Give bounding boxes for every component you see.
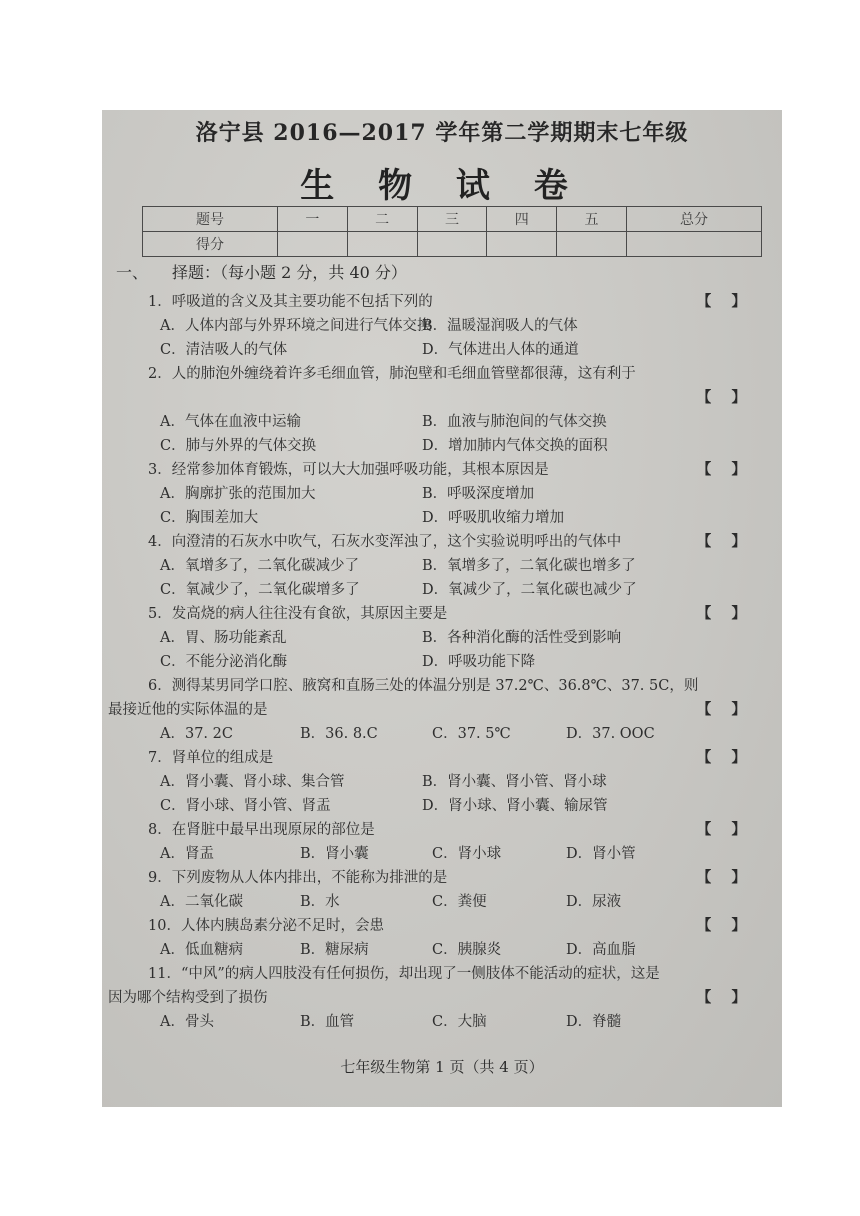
option-text: A．肾盂 [160, 846, 214, 862]
option-text: B．糖尿病 [300, 942, 369, 958]
option-text: C．氧减少了，二氧化碳增多了 [160, 582, 360, 598]
option-row [160, 794, 782, 818]
section-number: 一、 [116, 263, 149, 282]
option-row [160, 314, 782, 338]
option-text: C．胰腺炎 [432, 942, 502, 958]
section-title: 择题：（每小题 2 分，共 40 分） [172, 263, 407, 282]
question-item [102, 290, 782, 362]
question-stem-line: 9．下列废物从人体内排出，不能称为排泄的是 [148, 870, 448, 886]
score-table-cell: 题号 [143, 207, 278, 232]
score-table-cell [417, 232, 487, 257]
question-stem-line: 因为哪个结构受到了损伤 [108, 990, 268, 1006]
answer-bracket: 【 】 [696, 701, 746, 718]
option-row [160, 410, 782, 434]
option-text: C．清洁吸人的气体 [160, 342, 288, 358]
page-footer: 七年级生物第 1 页（共 4 页） [340, 1058, 544, 1076]
option-text: B．血管 [300, 1014, 355, 1030]
answer-bracket: 【 】 [696, 533, 746, 550]
option-group [102, 890, 782, 914]
question-stem-line: 3．经常参加体育锻炼，可以大大加强呼吸功能，其根本原因是 [148, 462, 549, 478]
question-item [102, 818, 782, 866]
option-row [160, 1010, 782, 1034]
question-item [102, 866, 782, 914]
question-stem [102, 362, 782, 410]
question-stem-line: 10．人体内胰岛素分泌不足时，会患 [148, 918, 384, 934]
question-stem-line: 11．“中风”的病人四肢没有任何损伤，却出现了一侧肢体不能活动的症状，这是 [148, 966, 660, 982]
score-table-cell: 二 [347, 207, 417, 232]
option-text: C．肺与外界的气体交换 [160, 438, 317, 454]
answer-bracket: 【 】 [696, 989, 746, 1006]
option-text: C．不能分泌消化酶 [160, 654, 288, 670]
option-row [160, 626, 782, 650]
question-stem [102, 458, 782, 482]
question-stem [102, 674, 782, 722]
score-table-row [143, 232, 762, 257]
question-stem [102, 602, 782, 626]
question-stem [102, 818, 782, 842]
question-stem-line: 4．向澄清的石灰水中吹气，石灰水变浑浊了，这个实验说明呼出的气体中 [148, 534, 622, 550]
option-text: B．呼吸深度增加 [422, 486, 535, 502]
score-table-cell: 一 [277, 207, 347, 232]
answer-bracket: 【 】 [696, 461, 746, 478]
question-item [102, 914, 782, 962]
option-text: D．尿液 [566, 894, 622, 910]
question-item [102, 362, 782, 458]
option-text: D．呼吸功能下降 [422, 654, 536, 670]
question-stem-line: 1．呼吸道的含义及其主要功能不包括下列的 [148, 294, 433, 310]
option-text: A．二氧化碳 [160, 894, 243, 910]
option-text: D．脊髓 [566, 1014, 622, 1030]
option-row [160, 506, 782, 530]
question-stem-line: 最接近他的实际体温的是 [108, 702, 268, 718]
question-stem-line [148, 386, 782, 410]
option-text: A．37. 2C [160, 726, 233, 742]
score-table [142, 206, 762, 257]
option-text: A．肾小囊、肾小球、集合管 [160, 774, 345, 790]
option-text: A．人体内部与外界环境之间进行气体交换 [160, 318, 432, 334]
score-table-cell [626, 232, 761, 257]
option-text: B．血液与肺泡间的气体交换 [422, 414, 607, 430]
section-heading [116, 260, 407, 283]
option-text: B．水 [300, 894, 340, 910]
option-group [102, 626, 782, 674]
question-item [102, 746, 782, 818]
answer-bracket: 【 】 [696, 749, 746, 766]
option-row [160, 842, 782, 866]
question-stem-line: 6．测得某男同学口腔、腋窝和直肠三处的体温分别是 37.2℃、36.8℃、37. 5C，则 [148, 678, 699, 694]
option-group [102, 314, 782, 362]
score-table-cell [347, 232, 417, 257]
question-stem [102, 866, 782, 890]
option-text: B．氧增多了，二氧化碳也增多了 [422, 558, 636, 574]
option-text: B．肾小囊 [300, 846, 369, 862]
option-text: D．37. OOC [566, 726, 655, 742]
question-stem-line: 8．在肾脏中最早出现原尿的部位是 [148, 822, 375, 838]
answer-bracket: 【 】 [696, 605, 746, 622]
option-group [102, 770, 782, 818]
score-table-row [143, 207, 762, 232]
question-stem-line: 5．发高烧的病人往往没有食欲，其原因主要是 [148, 606, 448, 622]
question-stem-line: 7．肾单位的组成是 [148, 750, 274, 766]
question-stem [102, 746, 782, 770]
exam-subject: 生 物 试 卷 [300, 166, 584, 206]
option-text: C．胸围差加大 [160, 510, 259, 526]
question-item [102, 674, 782, 746]
score-table-cell: 得分 [143, 232, 278, 257]
option-text: D．增加肺内气体交换的面积 [422, 438, 608, 454]
option-row [160, 722, 782, 746]
option-text: A．胸廓扩张的范围加大 [160, 486, 316, 502]
option-row [160, 554, 782, 578]
option-row [160, 482, 782, 506]
option-row [160, 938, 782, 962]
answer-bracket: 【 】 [696, 389, 746, 406]
question-list [102, 290, 782, 1034]
option-text: D．呼吸肌收缩力增加 [422, 510, 565, 526]
question-item [102, 962, 782, 1034]
question-item [102, 602, 782, 674]
option-text: A．气体在血液中运输 [160, 414, 301, 430]
option-row [160, 650, 782, 674]
question-item [102, 530, 782, 602]
option-group [102, 1010, 782, 1034]
option-text: A．胃、肠功能紊乱 [160, 630, 287, 646]
question-stem [102, 962, 782, 1010]
option-text: C．肾小球 [432, 846, 502, 862]
option-text: A．骨头 [160, 1014, 214, 1030]
option-row [160, 434, 782, 458]
option-text: C．肾小球、肾小管、肾盂 [160, 798, 331, 814]
exam-title: 洛宁县 2016—2017 学年第二学期期末七年级 [195, 120, 689, 146]
option-text: B．温暖湿润吸人的气体 [422, 318, 578, 334]
option-group [102, 722, 782, 746]
option-text: B．各种消化酶的活性受到影响 [422, 630, 622, 646]
option-text: A．氧增多了，二氧化碳减少了 [160, 558, 359, 574]
score-table-cell: 五 [557, 207, 627, 232]
question-item [102, 458, 782, 530]
score-table-cell: 总分 [626, 207, 761, 232]
score-table-cell: 四 [487, 207, 557, 232]
question-stem [102, 290, 782, 314]
option-text: B．36. 8.C [300, 726, 378, 742]
option-text: C．37. 5℃ [432, 726, 511, 742]
question-stem [102, 530, 782, 554]
option-text: D．肾小管 [566, 846, 636, 862]
option-row [160, 578, 782, 602]
score-table-cell [487, 232, 557, 257]
score-table-cell [277, 232, 347, 257]
answer-bracket: 【 】 [696, 821, 746, 838]
question-stem-line: 2．人的肺泡外缠绕着许多毛细血管，肺泡壁和毛细血管壁都很薄，这有利于 [148, 366, 636, 382]
question-stem [102, 914, 782, 938]
option-text: A．低血糖病 [160, 942, 243, 958]
option-text: B．肾小囊、肾小管、肾小球 [422, 774, 607, 790]
option-text: D．肾小球、肾小囊、输尿管 [422, 798, 608, 814]
option-group [102, 554, 782, 602]
option-group [102, 410, 782, 458]
option-text: D．氧减少了，二氧化碳也减少了 [422, 582, 637, 598]
option-text: D．气体进出人体的通道 [422, 342, 579, 358]
option-row [160, 890, 782, 914]
option-row [160, 338, 782, 362]
option-text: D．高血脂 [566, 942, 636, 958]
score-table-cell [557, 232, 627, 257]
option-text: C．大脑 [432, 1014, 487, 1030]
option-group [102, 842, 782, 866]
score-table-cell: 三 [417, 207, 487, 232]
option-group [102, 938, 782, 962]
option-text: C．粪便 [432, 894, 487, 910]
option-group [102, 482, 782, 530]
option-row [160, 770, 782, 794]
exam-paper-photo [102, 110, 782, 1107]
answer-bracket: 【 】 [696, 917, 746, 934]
answer-bracket: 【 】 [696, 293, 746, 310]
answer-bracket: 【 】 [696, 869, 746, 886]
